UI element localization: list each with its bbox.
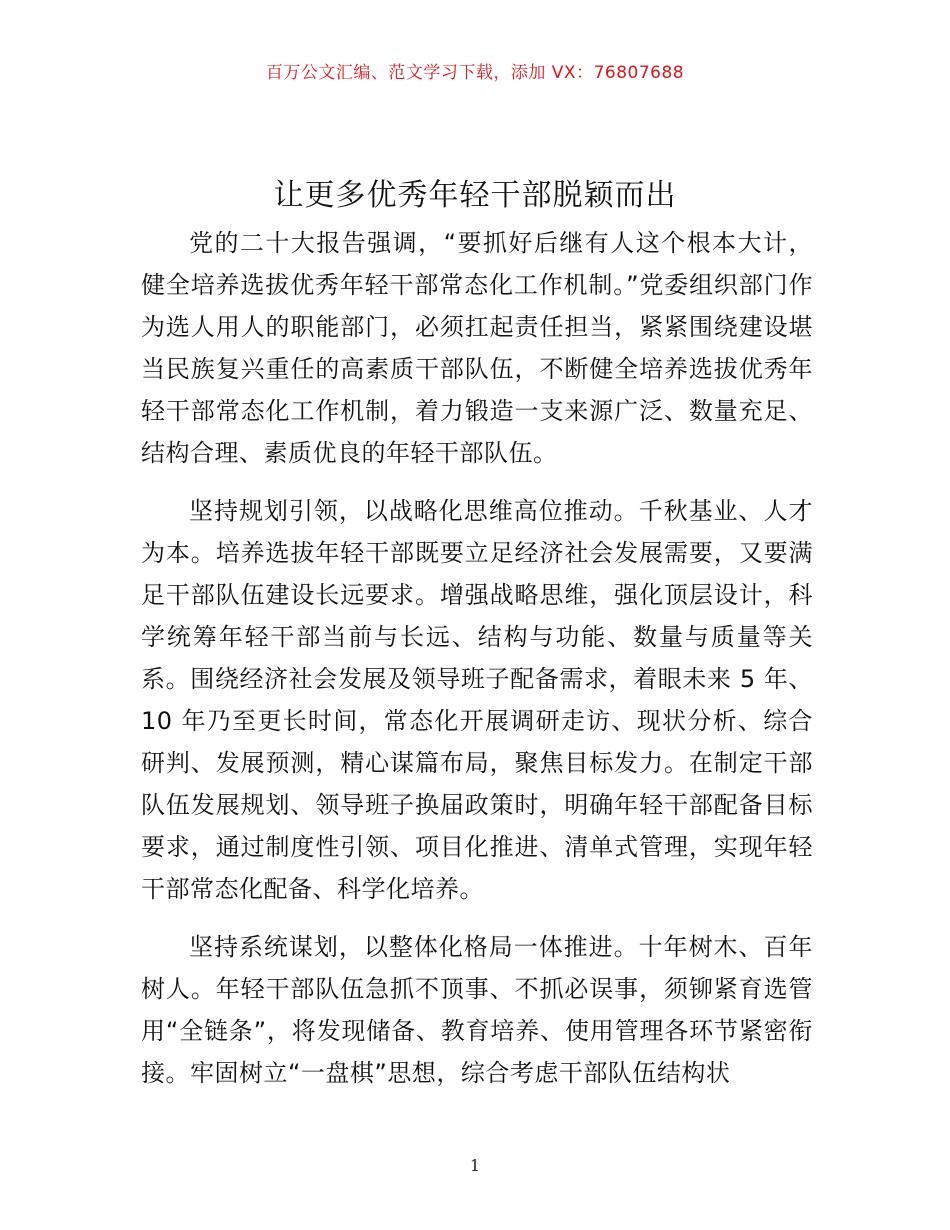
paragraph: 党的二十大报告强调，“要抓好后继有人这个根本大计，健全培养选拔优秀年轻干部常态化工作机制。”党委组织部门作为选人用人的职能部门，必须扛起责任担当，紧紧围绕建设堪当民族复兴重任的高素质干部队伍，不断健全培养选拔优秀年轻干部常态化工作机制，着力锻造一支来源广泛、数量充足、结构合理、素质优良的年轻干部队伍。 [141, 229, 813, 467]
document-title: 让更多优秀年轻干部脱颖而出 [273, 178, 677, 213]
page-number: 1 [469, 1156, 481, 1175]
header-banner: 百万公文汇编、范文学习下载，添加 VX：76807688 [265, 63, 685, 83]
document-body [141, 222, 813, 1110]
paragraph: 坚持规划引领，以战略化思维高位推动。千秋基业、人才为本。培养选拔年轻干部既要立足经济社会发展需要，又要满足干部队伍建设长远要求。增强战略思维，强化顶层设计，科学统筹年轻干部当前与长远、结构与功能、数量与质量等关系。围绕经济社会发展及领导班子配备需求，着眼未来 5 年、10 年乃至更长时间，常态化开展调研走访、现状分析、综合研判、发展预测，精心谋篇布局，聚焦目标发力。在制定干部队伍发展规划、领导班子换届政策时，明确年轻干部配备目标要求，通过制度性引领、项目化推进、清单式管理，实现年轻干部常态化配备、科学化培养。 [141, 497, 813, 903]
paragraph: 坚持系统谋划，以整体化格局一体推进。十年树木、百年树人。年轻干部队伍急抓不顶事、不抓必误事，须铆紧育选管用“全链条”，将发现储备、教育培养、使用管理各环节紧密衔接。牢固树立“一盘棋”思想，综合考虑干部队伍结构状 [141, 933, 813, 1087]
